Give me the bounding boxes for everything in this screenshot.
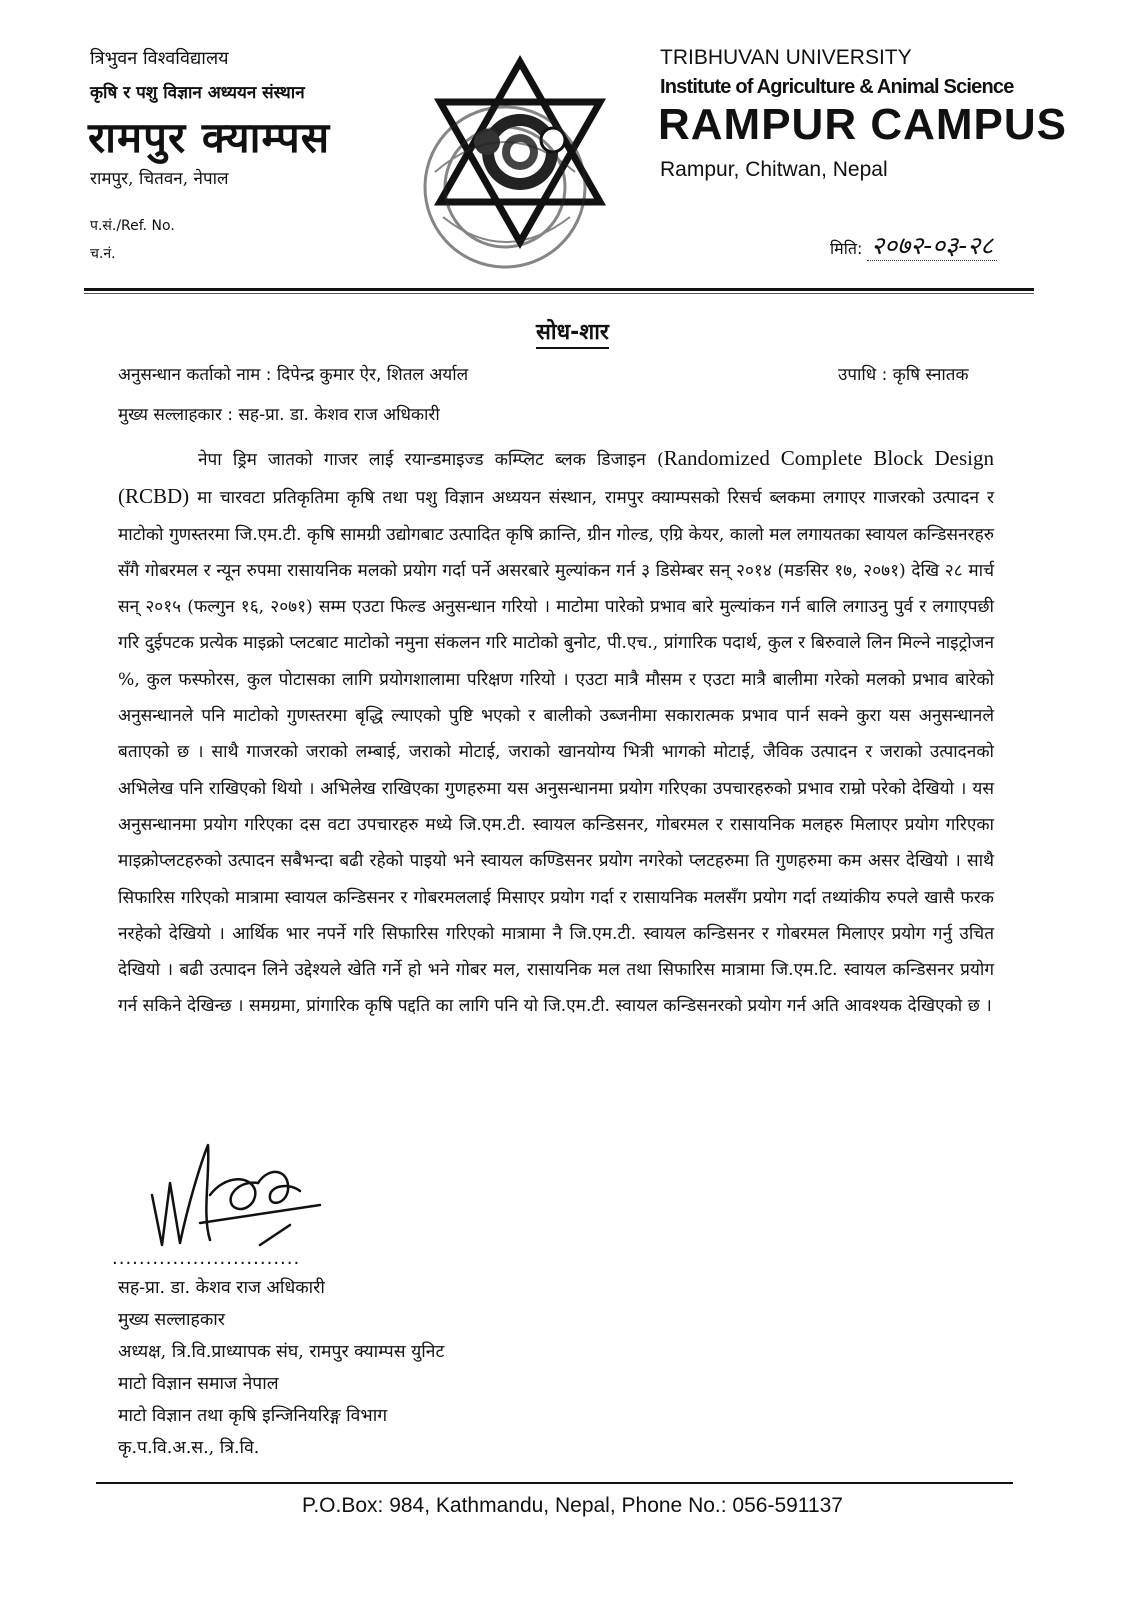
- footer-divider: [96, 1482, 1013, 1484]
- en-university-name: TRIBHUVAN UNIVERSITY: [660, 46, 912, 69]
- cha-no-label: च.नं.: [90, 246, 116, 262]
- document-title: [0, 316, 1145, 346]
- abstract-english-term: Randomized Complete Block Design (RCBD): [118, 446, 994, 509]
- signatory-department: माटो विज्ञान तथा कृषि इन्जिनियरिङ्ग विभाग: [118, 1406, 388, 1426]
- researcher-line: अनुसन्धान कर्ताको नाम : दिपेन्द्र कुमार ऐर, शितल अर्याल: [118, 365, 469, 385]
- en-institute-name: Institute of Agriculture & Animal Science: [660, 76, 1014, 98]
- abstract-text-part1: नेपा ड्रिम जातको गाजर लाई रयान्डमाइज्ड कम्प्लिट ब्लक डिजाइन (: [198, 450, 664, 470]
- footer-contact: P.O.Box: 984, Kathmandu, Nepal, Phone No.: 056-591137: [302, 1494, 843, 1517]
- ref-no-label: प.सं./Ref. No.: [90, 218, 175, 234]
- document-title-text: सोध-शार: [536, 320, 609, 349]
- signatory-name: सह-प्रा. डा. केशव राज अधिकारी: [118, 1278, 325, 1298]
- date-value: २०७२-०३-२८: [867, 231, 997, 261]
- en-address: Rampur, Chitwan, Nepal: [660, 158, 888, 181]
- university-logo-seal: [395, 52, 645, 292]
- date-field: [830, 228, 997, 262]
- abstract-paragraph: [118, 440, 994, 1025]
- np-address: रामपुर, चितवन, नेपाल: [90, 169, 229, 189]
- signatory-position-1: अध्यक्ष, त्रि.वि.प्राध्यापक संघ, रामपुर क्याम्पस युनिट: [118, 1342, 445, 1362]
- rubber-stamp-seal: [402, 84, 607, 289]
- signatory-position-2: माटो विज्ञान समाज नेपाल: [118, 1374, 279, 1394]
- date-label: मिति:: [830, 239, 863, 258]
- signatory-institution: कृ.प.वि.अ.स., त्रि.वि.: [118, 1438, 260, 1458]
- degree-line: उपाधि : कृषि स्नातक: [838, 365, 969, 385]
- signatory-title: मुख्य सल्लाहकार: [118, 1310, 225, 1330]
- np-campus-name: रामपुर क्याम्पस: [88, 113, 331, 162]
- abstract-text-part2: मा चारवटा प्रतिकृतिमा कृषि तथा पशु विज्ञान अध्ययन संस्थान, रामपुर क्याम्पसको रिसर्च ब्लकमा लगाएर गाजरको उत्पादन र माटोको गुणस्तरमा जि.एम.टी. कृषि सामग्री उद्योगबाट उत्पादित कृषि क्रान्ति, ग्रीन गोल्ड, एग्रि केयर, कालो मल लगायतका स्वायल कन्डिसनरहरु सँगै गोबरमल र न्यून रुपमा रासायनिक मलको प्रयोग गर्दा पर्ने असरबारे मुल्यांकन गर्न ३ डिसेम्बर सन् २०१४ (मङसिर १७, २०७१) देखि २८ मार्च सन् २०१५ (फल्गुन १६, २०७१) सम्म एउटा फिल्ड अनुसन्धान गरियो । माटोमा पारेको प्रभाव बारे मुल्यांकन गर्न बालि लगाउनु पुर्व र लगाएपछी गरि दुईपटक प्रत्येक माइक्रो प्लटबाट माटोको नमुना संकलन गरि माटोको बुनोट, पी.एच., प्रांगारिक पदार्थ, कुल र बिरुवाले लिन मिल्ने नाइट्रोजन %, कुल फस्फोरस, कुल पोटासका लागि प्रयोगशालामा परिक्षण गरियो । एउटा मात्रै मौसम र एउटा मात्रै बालीमा गरेको मलको प्रभाव बारेको अनुसन्धानले पनि माटोको गुणस्तरमा बृद्धि ल्याएको पुष्टि भएको र बालीको उब्जनीमा सकारात्मक प्रभाव पार्न सक्ने कुरा यस अनुसन्धानले बताएको छ । साथै गाजरको जराको लम्बाई, जराको मोटाई, जराको खानयोग्य भित्री भागको मोटाई, जैविक उत्पादन र जराको उत्पादनको अभिलेख पनि राखिएको थियो । अभिलेख राखिएका गुणहरुमा यस अनुसन्धानमा प्रयोग गरिएका उपचारहरुको प्रभाव राम्रो परेको देखियो । यस अनुसन्धानमा प्रयोग गरिएका दस वटा उपचारहरु मध्ये जि.एम.टी. स्वायल कन्डिसनर, गोबरमल र रासायनिक मलहरु मिलाएर प्रयोग गरिएका माइक्रोप्लटहरुको उत्पादन सबैभन्दा बढी रहेको पाइयो भने स्वायल कण्डिसनर प्रयोग नगरेको प्लटहरुमा ति गुणहरुमा कम असर देखियो । साथै सिफारिस गरिएको मात्रामा स्वायल कन्डिसनर र गोबरमललाई मिसाएर प्रयोग गर्दा र रासायनिक मलसँग प्रयोग गर्दा तथ्यांकीय रुपले खासै फरक नरहेको देखियो । आर्थिक भार नपर्ने गरि सिफारिस गरिएको मात्रामा नै जि.एम.टी. स्वायल कन्डिसनर र गोबरमल मिलाएर प्रयोग गर्नु उचित देखियो । बढी उत्पादन लिने उद्देश्यले खेति गर्ने हो भने गोबर मल, रासायनिक मल तथा सिफारिस मात्रामा जि.एम.टि. स्वायल कन्डिसनर प्रयोग गर्न सकिने देखिन्छ । समग्रमा, प्रांगारिक कृषि पद्दति का लागि पनि यो जि.एम.टी. स्वायल कन्डिसनरको प्रयोग गर्न अति आवश्यक देखिएको छ ।: [118, 488, 994, 1017]
- header-divider-thin: [84, 293, 1034, 294]
- header-divider: [84, 288, 1034, 291]
- np-university-name: त्रिभुवन विश्वविद्यालय: [90, 48, 229, 69]
- signature-dotted-line: ............................: [112, 1248, 301, 1269]
- en-campus-name: RAMPUR CAMPUS: [658, 100, 1067, 149]
- np-institute-name: कृषि र पशु विज्ञान अध्ययन संस्थान: [90, 83, 305, 103]
- handwritten-signature: [140, 1135, 330, 1255]
- advisor-line: मुख्य सल्लाहकार : सह-प्रा. डा. केशव राज अधिकारी: [118, 405, 440, 425]
